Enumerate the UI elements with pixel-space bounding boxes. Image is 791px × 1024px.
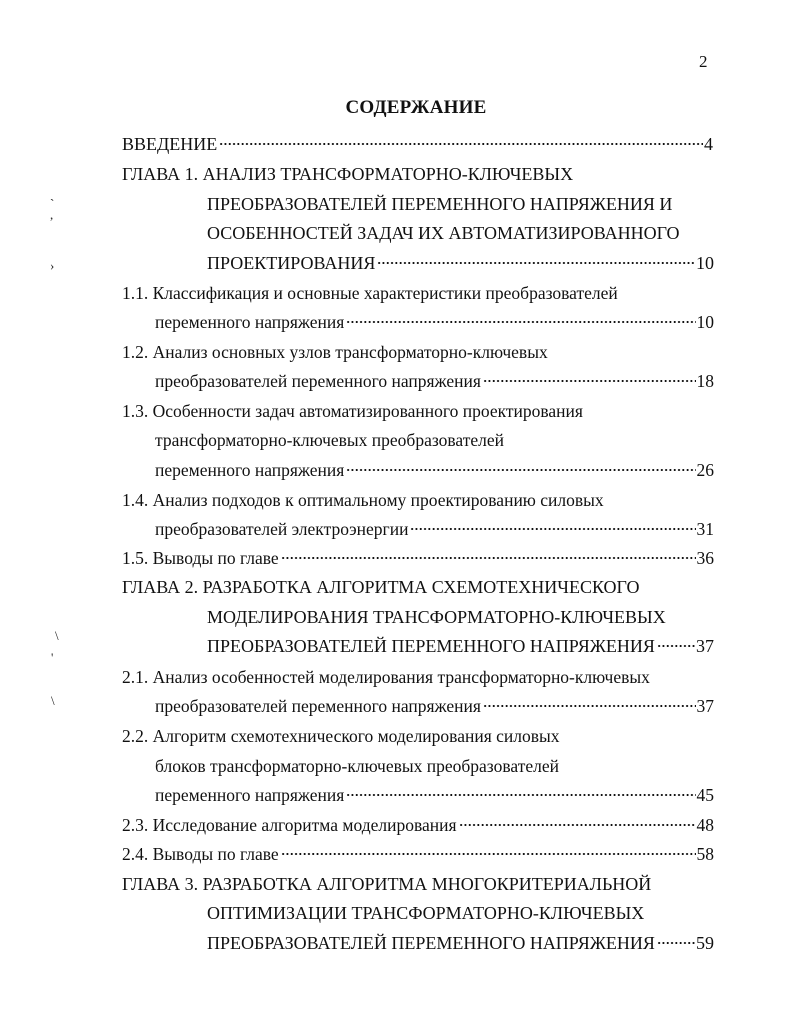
toc-entry-title-continued: преобразователей переменного напряжения xyxy=(155,371,481,391)
toc-page-number: 37 xyxy=(696,636,714,656)
toc-page-number: 37 xyxy=(696,696,714,716)
toc-chapter-1-line-4 xyxy=(207,252,714,274)
toc-entry-intro[interactable] xyxy=(122,133,713,155)
toc-section-1-1-cont xyxy=(155,311,714,333)
toc-entry-title: 2.1. Анализ особенностей моделирования трансформаторно-ключевых xyxy=(122,667,650,687)
toc-page-number: 18 xyxy=(696,371,714,391)
leader-dots xyxy=(346,468,695,472)
toc-entry-title: 1.4. Анализ подходов к оптимальному проектированию силовых xyxy=(122,490,604,510)
toc-chapter-1-line-3 xyxy=(207,222,680,244)
toc-entry-title-continued: блоков трансформаторно-ключевых преобразователей xyxy=(155,756,559,776)
toc-entry-title: ГЛАВА 3. РАЗРАБОТКА АЛГОРИТМА МНОГОКРИТЕРИАЛЬНОЙ xyxy=(122,874,652,894)
toc-entry-title: 2.2. Алгоритм схемотехнического моделирования силовых xyxy=(122,726,560,746)
toc-section-1-4-cont xyxy=(155,518,714,540)
leader-dots xyxy=(377,261,695,265)
toc-entry-title-continued: ОСОБЕННОСТЕЙ ЗАДАЧ ИХ АВТОМАТИЗИРОВАННОГО xyxy=(207,223,680,243)
toc-entry-title: ВВЕДЕНИЕ xyxy=(122,134,218,154)
toc-entry-title: 1.2. Анализ основных узлов трансформаторно-ключевых xyxy=(122,342,548,362)
toc-entry-title-continued: ПРЕОБРАЗОВАТЕЛЕЙ ПЕРЕМЕННОГО НАПРЯЖЕНИЯ xyxy=(207,933,655,953)
leader-dots xyxy=(410,527,695,531)
toc-chapter-3-line-2 xyxy=(207,902,644,924)
toc-entry-title-continued: МОДЕЛИРОВАНИЯ ТРАНСФОРМАТОРНО-КЛЮЧЕВЫХ xyxy=(207,607,666,627)
toc-entry-title-continued: переменного напряжения xyxy=(155,785,345,805)
toc-section-1-4[interactable] xyxy=(122,489,604,511)
toc-chapter-2-line-1[interactable] xyxy=(122,576,640,598)
toc-entry-title: 2.4. Выводы по главе xyxy=(122,844,279,864)
toc-section-1-5[interactable] xyxy=(122,547,714,569)
toc-section-1-3-cont-1 xyxy=(155,429,504,451)
toc-entry-title-continued: ПРОЕКТИРОВАНИЯ xyxy=(207,253,376,273)
toc-section-1-3[interactable] xyxy=(122,400,583,422)
toc-chapter-1-line-1[interactable] xyxy=(122,163,573,185)
leader-dots xyxy=(281,556,696,560)
toc-entry-title: ГЛАВА 2. РАЗРАБОТКА АЛГОРИТМА СХЕМОТЕХНИЧЕСКОГО xyxy=(122,577,640,597)
page-number: 2 xyxy=(699,52,708,71)
toc-title: СОДЕРЖАНИЕ xyxy=(345,97,487,118)
scan-speck: › xyxy=(50,258,55,273)
toc-section-2-3[interactable] xyxy=(122,814,714,836)
toc-section-2-1[interactable] xyxy=(122,666,650,688)
toc-page-number: 48 xyxy=(696,815,714,835)
toc-page-number: 26 xyxy=(696,460,714,480)
scan-speck: \ xyxy=(51,693,55,708)
toc-section-1-1[interactable] xyxy=(122,282,618,304)
toc-page-number: 4 xyxy=(704,134,713,154)
scan-speck: ' xyxy=(51,650,54,665)
leader-dots xyxy=(281,852,696,856)
toc-chapter-3-line-3 xyxy=(207,932,714,954)
leader-dots xyxy=(657,644,695,648)
toc-entry-title: ГЛАВА 1. АНАЛИЗ ТРАНСФОРМАТОРНО-КЛЮЧЕВЫХ xyxy=(122,164,574,184)
toc-chapter-2-line-2 xyxy=(207,606,666,628)
toc-entry-title-continued: ПРЕОБРАЗОВАТЕЛЕЙ ПЕРЕМЕННОГО НАПРЯЖЕНИЯ xyxy=(207,636,655,656)
leader-dots xyxy=(459,823,696,827)
toc-chapter-2-line-3 xyxy=(207,635,714,657)
scan-speck: , xyxy=(50,207,54,222)
toc-section-2-2-cont-1 xyxy=(155,755,559,777)
toc-section-1-2-cont xyxy=(155,370,714,392)
toc-entry-title-continued: переменного напряжения xyxy=(155,312,345,332)
scan-speck: \ xyxy=(55,628,59,643)
toc-entry-title-continued: переменного напряжения xyxy=(155,460,345,480)
leader-dots xyxy=(346,320,695,324)
toc-entry-title-continued: ПРЕОБРАЗОВАТЕЛЕЙ ПЕРЕМЕННОГО НАПРЯЖЕНИЯ И xyxy=(207,194,673,214)
toc-section-1-2[interactable] xyxy=(122,341,548,363)
toc-section-2-4[interactable] xyxy=(122,843,714,865)
toc-entry-title-continued: ОПТИМИЗАЦИИ ТРАНСФОРМАТОРНО-КЛЮЧЕВЫХ xyxy=(207,903,645,923)
toc-chapter-3-line-1[interactable] xyxy=(122,873,651,895)
toc-page-number: 10 xyxy=(696,312,714,332)
toc-entry-title: 1.3. Особенности задач автоматизированного проектирования xyxy=(122,401,583,421)
toc-entry-title-continued: преобразователей электроэнергии xyxy=(155,519,409,539)
toc-section-2-2-cont-2 xyxy=(155,784,714,806)
toc-entry-title-continued: трансформаторно-ключевых преобразователей xyxy=(155,430,505,450)
toc-entry-title: 1.1. Классификация и основные характеристики преобразователей xyxy=(122,283,618,303)
scan-speck: ` xyxy=(50,196,55,211)
leader-dots xyxy=(657,941,695,945)
toc-page-number: 45 xyxy=(696,785,714,805)
leader-dots xyxy=(483,704,696,708)
toc-chapter-1-line-2 xyxy=(207,193,672,215)
toc-section-2-1-cont xyxy=(155,695,714,717)
toc-entry-title-continued: преобразователей переменного напряжения xyxy=(155,696,481,716)
toc-page-number: 36 xyxy=(696,548,714,568)
toc-section-2-2[interactable] xyxy=(122,725,560,747)
leader-dots xyxy=(483,379,696,383)
toc-page-number: 31 xyxy=(696,519,714,539)
toc-section-1-3-cont-2 xyxy=(155,459,714,481)
toc-page-number: 10 xyxy=(696,253,714,273)
toc-page-number: 59 xyxy=(696,933,714,953)
leader-dots xyxy=(219,142,703,146)
leader-dots xyxy=(346,793,695,797)
toc-entry-title: 1.5. Выводы по главе xyxy=(122,548,279,568)
toc-entry-title: 2.3. Исследование алгоритма моделирования xyxy=(122,815,457,835)
toc-page-number: 58 xyxy=(696,844,714,864)
